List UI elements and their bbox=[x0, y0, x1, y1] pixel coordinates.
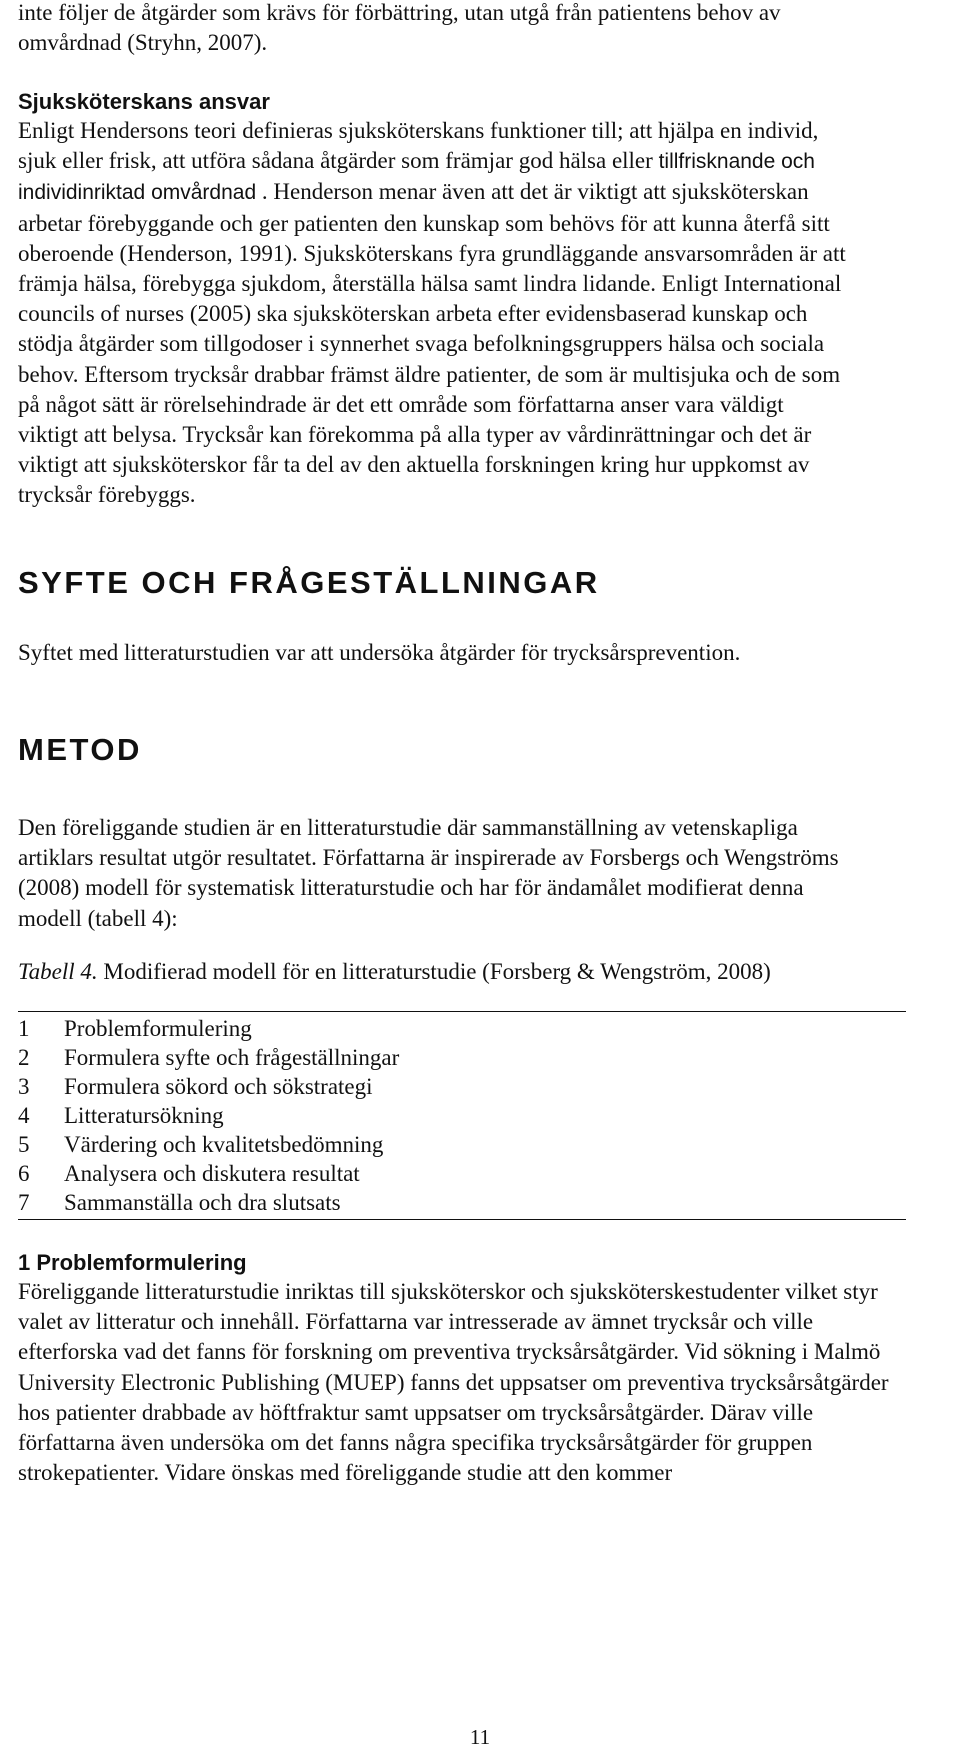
step-label: Formulera sökord och sökstrategi bbox=[64, 1074, 373, 1099]
table-top-rule bbox=[18, 1011, 906, 1012]
step-label: Värdering och kvalitetsbedömning bbox=[64, 1132, 384, 1157]
aims-heading: SYFTE OCH FRÅGESTÄLLNINGAR bbox=[18, 565, 600, 600]
steps-table-wrapper bbox=[18, 1011, 906, 1220]
step-label: Formulera syfte och frågeställningar bbox=[64, 1045, 400, 1070]
table-bottom-rule bbox=[18, 1219, 906, 1220]
method-text: Den föreliggande studien är en litteraturstudie där sammanställning av vetenskapliga artiklars resultat utgör resultatet. Författarna är inspirerade av Forsbergs och Wengströms (2008) modell för systematisk litteraturstudie och har för ändamålet modifierat denna modell (tabell 4): bbox=[18, 815, 839, 931]
aims-text: Syftet med litteraturstudien var att undersöka åtgärder för trycksårsprevention. bbox=[18, 640, 741, 665]
step-label: Sammanställa och dra slutsats bbox=[64, 1190, 341, 1215]
nurse-text-b: tillfrisknande och individinriktad omvårdnad bbox=[18, 150, 815, 205]
problem-heading: 1 Problemformulering bbox=[18, 1250, 247, 1275]
table-row bbox=[18, 1101, 399, 1130]
problem-paragraph: Föreliggande litteraturstudie inriktas till sjuksköterskor och sjuksköterskestudenter vilket styr valet av litteratur och innehåll. Författarna var intresserade av ämnet trycksår och ville efterforska vad det fanns för forskning om preventiva trycksårsåtgärder. Vid sökning i Malmö University Electronic Publishing (MUEP) fanns det uppsatser om preventiva trycksårsåtgärder hos patienter drabbade av höftfraktur samt uppsatser om trycksårsåtgärder. Därav ville författarna även undersöka om det fanns några specifika trycksårsåtgärder för gruppen strokepatienter. Vidare önskas med föreliggande studie att den kommer bbox=[18, 1279, 889, 1486]
nurse-text-a: Enligt Hendersons teori definieras sjuksköterskans funktioner till; att hjälpa en individ, sjuk eller frisk, att utföra sådana åtgärder som främjar god hälsa eller bbox=[18, 118, 819, 174]
table-row bbox=[18, 1072, 399, 1101]
table-row bbox=[18, 1130, 399, 1159]
page-number: 11 bbox=[469, 1725, 491, 1749]
step-label: Problemformulering bbox=[64, 1016, 252, 1041]
nurse-heading: Sjuksköterskans ansvar bbox=[18, 89, 270, 114]
nurse-paragraph bbox=[18, 116, 848, 511]
step-number: 2 bbox=[18, 1045, 30, 1070]
step-number: 6 bbox=[18, 1161, 30, 1186]
table-row bbox=[18, 1188, 399, 1217]
step-number: 4 bbox=[18, 1103, 30, 1128]
nurse-text-c: . Henderson menar även att det är viktigt att sjuksköterskan arbetar förebyggande och ger patienten den kunskap som behövs för att kunna återfå sitt oberoende (Henderson, 1991). Sjuksköterskans fyra grundläggande ansvarsområden är att främja hälsa, förebygga sjukdom, återställa hälsa samt lindra lidande. bbox=[18, 179, 846, 297]
intro-paragraph: inte följer de åtgärder som krävs för förbättring, utan utgå från patientens behov av omvårdnad (Stryhn, 2007). bbox=[18, 0, 781, 56]
table-row bbox=[18, 1014, 399, 1043]
step-number: 5 bbox=[18, 1132, 30, 1157]
nurse-text-d: Enligt International councils of nurses (2005) ska sjuksköterskan arbeta efter evidensbaserad kunskap och stödja åtgärder som tillgodoser i synnerhet svaga befolkningsgruppers hälsa och sociala behov. Eftersom trycksår drabbar främst äldre patienter, de som är multisjuka och de som på något sätt är rörelsehindrade är det ett område som författarna anser vara väldigt viktigt att belysa. Trycksår kan förekomma på alla typer av vårdinrättningar och det är viktigt att sjuksköterskor får ta del av den aktuella forskningen kring hur uppkomst av trycksår förebyggs. bbox=[18, 271, 842, 508]
step-number: 1 bbox=[18, 1016, 30, 1041]
table-caption bbox=[18, 957, 938, 987]
steps-table bbox=[18, 1014, 399, 1217]
method-heading: METOD bbox=[18, 732, 142, 767]
table-label: Tabell 4. bbox=[18, 959, 98, 984]
problem-section bbox=[18, 1248, 898, 1488]
step-number: 7 bbox=[18, 1190, 30, 1215]
step-label: Analysera och diskutera resultat bbox=[64, 1161, 360, 1186]
step-number: 3 bbox=[18, 1074, 30, 1099]
step-label: Litteratursökning bbox=[64, 1103, 224, 1128]
table-row bbox=[18, 1159, 399, 1188]
nurse-section bbox=[18, 87, 848, 511]
table-row bbox=[18, 1043, 399, 1072]
table-caption-text: Modifierad modell för en litteraturstudie (Forsberg & Wengström, 2008) bbox=[97, 959, 771, 984]
